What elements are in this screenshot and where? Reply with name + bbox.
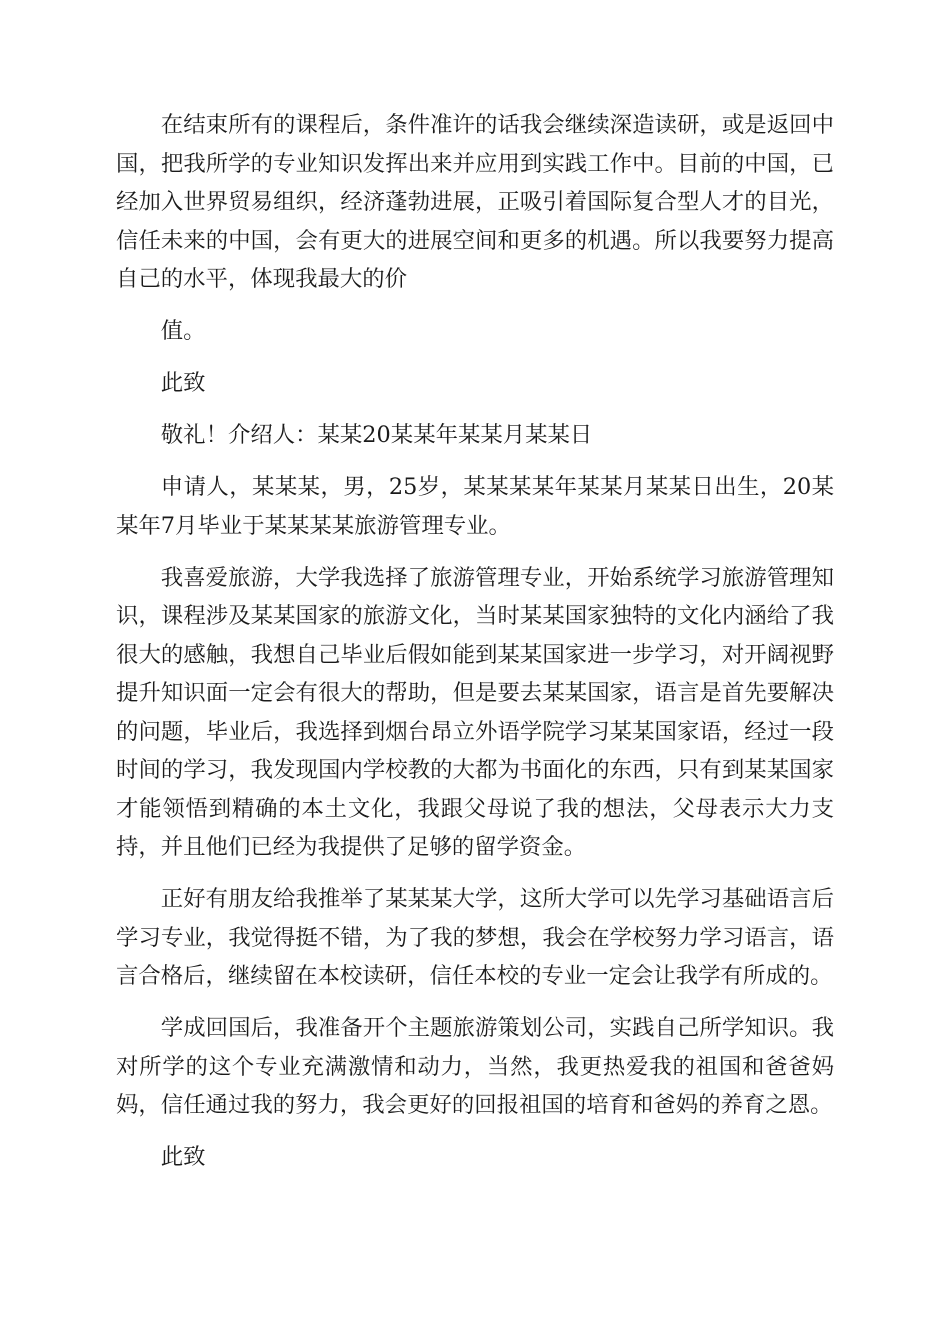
closing-salutation: 此致 <box>160 370 206 396</box>
closing-salutation-2: 此致 <box>160 1144 206 1170</box>
paragraph-continuation: 值。 <box>160 318 206 344</box>
document-body <box>116 106 834 1190</box>
paragraph-university-choice: 正好有朋友给我推举了某某某大学，这所大学可以先学习基础语言后学习专业，我觉得挺不错，为了我的梦想，我会在学校努力学习语言，语言合格后，继续留在本校读研，信任本校的专业一定会让我学有所成的。 <box>116 886 834 989</box>
paragraph-applicant-info: 申请人，某某某，男，25岁，某某某某年某某月某某日出生，20某某年7月毕业于某某某某旅游管理专业。 <box>116 474 834 539</box>
closing-regards: 敬礼！介绍人：某某20某某年某某月某某日 <box>160 422 593 448</box>
paragraph-motivation: 我喜爱旅游，大学我选择了旅游管理专业，开始系统学习旅游管理知识，课程涉及某某国家的旅游文化，当时某某国家独特的文化内涵给了我很大的感触，我想自己毕业后假如能到某某国家进一步学习，对开阔视野提升知识面一定会有很大的帮助，但是要去某某国家，语言是首先要解决的问题，毕业后，我选择到烟台昂立外语学院学习某某国家语，经过一段时间的学习，我发现国内学校教的大都为书面化的东西，只有到某某国家才能领悟到精确的本土文化，我跟父母说了我的想法，父母表示大力支持，并且他们已经为我提供了足够的留学资金。 <box>116 564 834 860</box>
paragraph-future-plan: 学成回国后，我准备开个主题旅游策划公司，实践自己所学知识。我对所学的这个专业充满激情和动力，当然，我更热爱我的祖国和爸爸妈妈，信任通过我的努力，我会更好的回报祖国的培育和爸妈的养育之恩。 <box>116 1015 834 1118</box>
paragraph-course-plan: 在结束所有的课程后，条件准许的话我会继续深造读研，或是返回中国，把我所学的专业知识发挥出来并应用到实践工作中。目前的中国，已经加入世界贸易组织，经济蓬勃进展，正吸引着国际复合型人才的目光，信任未来的中国，会有更大的进展空间和更多的机遇。所以我要努力提高自己的水平，体现我最大的价 <box>116 112 834 292</box>
